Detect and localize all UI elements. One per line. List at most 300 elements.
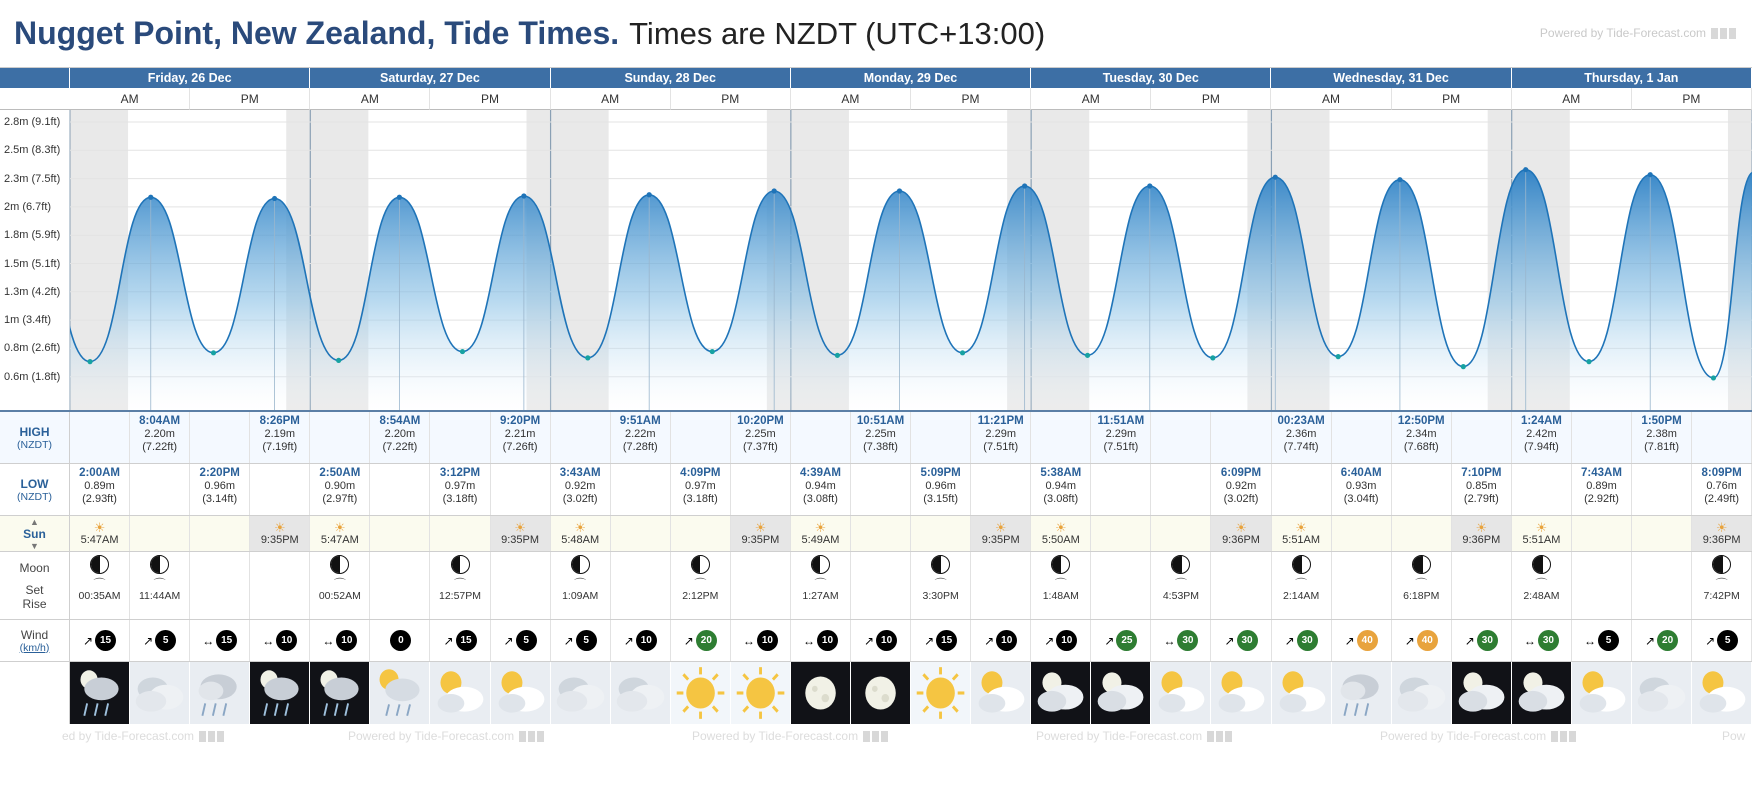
low-tide-cell	[70, 464, 130, 515]
chevron-up-icon: ▲	[30, 516, 39, 527]
sun-cell	[1632, 516, 1692, 551]
moon-phase-icon	[150, 555, 169, 574]
low-tide-height-m: 0.93m	[1345, 480, 1377, 492]
moon-cell	[1091, 552, 1151, 619]
low-tide-cell	[1332, 464, 1392, 515]
wind-cell	[1211, 620, 1271, 661]
wind-cell	[551, 620, 611, 661]
high-tide-cell	[971, 412, 1031, 463]
low-tide-height-ft: (3.02ft)	[562, 493, 598, 505]
low-tide-height-ft: (2.49ft)	[1704, 493, 1740, 505]
wind-cell	[70, 620, 130, 661]
rain-icon	[1332, 662, 1391, 724]
high-tide-height-m: 2.36m	[1285, 428, 1317, 440]
moon-cell	[70, 552, 130, 619]
wind-direction-arrow-icon: ↗	[83, 633, 94, 648]
wind-speed-badge: 15	[936, 630, 957, 651]
sunrise-icon: ☀	[814, 520, 827, 535]
moon-cell	[1692, 552, 1752, 619]
sunrise-icon: ☀	[334, 520, 346, 535]
high-tide-cell	[851, 412, 911, 463]
high-tide-height-ft: (7.51ft)	[983, 441, 1019, 453]
low-tide-time: 6:40AM	[1340, 467, 1382, 479]
sun-time: 9:36PM	[1702, 534, 1741, 546]
wind-direction-arrow-icon: ↗	[1284, 633, 1295, 648]
ampm-am-5: AM	[1271, 88, 1391, 110]
sun-cell	[1392, 516, 1452, 551]
high-tide-height-ft: (7.68ft)	[1403, 441, 1439, 453]
wind-direction-arrow-icon: ↗	[1705, 633, 1716, 648]
wind-cell	[370, 620, 430, 661]
wind-speed-badge: 30	[1538, 630, 1559, 651]
y-axis-label-0: 2.8m (9.1ft)	[4, 116, 61, 128]
high-tide-time: 1:24AM	[1520, 415, 1562, 427]
weather-cell	[1272, 662, 1332, 724]
wind-cell	[1151, 620, 1211, 661]
moon-rise-time: 3:30PM	[922, 590, 959, 602]
sun-cell	[1512, 516, 1572, 551]
y-axis-label-9: 0.6m (1.8ft)	[4, 370, 61, 383]
high-tide-height-ft: (7.19ft)	[262, 441, 298, 453]
partly-sunny-icon	[1572, 662, 1631, 724]
sun-cell	[851, 516, 911, 551]
cloudy-night-icon	[1031, 662, 1090, 724]
page-title: Nugget Point, New Zealand, Tide Times.	[14, 15, 620, 51]
moon-phase-icon	[571, 555, 590, 574]
moon-phase-icon	[1051, 555, 1070, 574]
clear-night-icon	[791, 662, 850, 724]
partly-sunny-icon	[430, 662, 489, 724]
low-tide-time: 4:39AM	[800, 467, 841, 479]
footer-watermark-text-2: Powered by Tide-Forecast.com	[692, 729, 859, 743]
footer-watermark-1	[348, 729, 544, 743]
footer-watermark-0	[62, 729, 224, 743]
rain-icon	[190, 662, 249, 724]
moon-cell	[791, 552, 851, 619]
moon-phase-icon	[1292, 555, 1311, 574]
low-tide-height-m: 0.94m	[1045, 480, 1077, 492]
wind-direction-arrow-icon: ↔	[1163, 633, 1176, 648]
sun-cell	[551, 516, 611, 551]
wind-speed-badge: 40	[1357, 630, 1378, 651]
high-tide-row	[0, 412, 1752, 464]
cloudy-icon	[1632, 662, 1691, 724]
sun-time: 5:51AM	[1282, 534, 1321, 546]
high-tide-cell	[1452, 412, 1512, 463]
low-tide-cell	[671, 464, 731, 515]
footer-watermark-text-4: Powered by Tide-Forecast.com	[1380, 729, 1547, 743]
wind-direction-arrow-icon: ↗	[1044, 633, 1055, 648]
moon-rise-icon: ⌒	[1174, 577, 1187, 591]
low-tide-height-ft: (3.02ft)	[1223, 493, 1259, 505]
clear-night-icon	[851, 662, 910, 724]
moon-cell	[1332, 552, 1392, 619]
moon-rise-time: 2:12PM	[682, 590, 719, 602]
moon-set-label: Set	[25, 582, 44, 597]
high-tide-cell	[250, 412, 310, 463]
wind-speed-badge: 0	[390, 630, 411, 651]
high-tide-height-ft: (7.22ft)	[142, 441, 178, 453]
weather-cell	[1452, 662, 1512, 724]
wind-cell	[731, 620, 791, 661]
low-tide-time: 5:09PM	[920, 467, 961, 479]
wind-speed-badge: 10	[276, 630, 297, 651]
sun-time: 9:35PM	[260, 534, 299, 546]
wind-cell	[190, 620, 250, 661]
high-tide-cell	[1512, 412, 1572, 463]
rain-night-icon	[310, 662, 369, 724]
wind-direction-arrow-icon: ↔	[322, 633, 335, 648]
tide-curve	[0, 110, 1752, 412]
high-tide-cell	[430, 412, 490, 463]
weather-row	[0, 662, 1752, 724]
y-axis-label-5: 1.5m (5.1ft)	[4, 257, 61, 270]
y-axis-label-2: 2.3m (7.5ft)	[4, 172, 61, 185]
wind-speed-badge: 5	[1717, 630, 1738, 651]
low-tide-time: 5:38AM	[1040, 467, 1082, 479]
wind-speed-badge: 10	[996, 630, 1017, 651]
day-header-6: Thursday, 1 Jan	[1512, 68, 1752, 88]
moon-cell	[130, 552, 190, 619]
wind-speed-badge: 30	[1297, 630, 1318, 651]
high-tide-cell	[1332, 412, 1392, 463]
low-tide-cell	[250, 464, 310, 515]
low-tide-time: 3:12PM	[439, 467, 481, 479]
low-tide-cell	[1031, 464, 1091, 515]
wind-direction-arrow-icon: ↗	[1344, 633, 1355, 648]
powered-by-top-text: Powered by Tide-Forecast.com	[1539, 26, 1706, 40]
low-tide-cell	[851, 464, 911, 515]
moon-cell	[911, 552, 971, 619]
page-header	[0, 0, 1752, 68]
moon-set-icon: ⌒	[574, 577, 587, 591]
low-tide-cell	[971, 464, 1031, 515]
high-tide-height-m: 2.38m	[1646, 428, 1677, 440]
wind-cell	[611, 620, 671, 661]
sunrise-icon: ☀	[1535, 520, 1548, 535]
sunrise-icon: ☀	[1054, 520, 1067, 535]
powered-by-top	[1540, 26, 1736, 40]
sunset-icon: ☀	[1235, 520, 1247, 535]
logo-bars-icon	[519, 731, 544, 742]
logo-bars-icon	[1711, 28, 1736, 39]
low-tide-row	[0, 464, 1752, 516]
high-tide-time: 12:50PM	[1397, 415, 1445, 427]
sun-cell	[491, 516, 551, 551]
moon-cell	[1151, 552, 1211, 619]
moon-label	[0, 552, 70, 619]
wind-cell	[851, 620, 911, 661]
moon-cell	[551, 552, 611, 619]
wind-cell	[250, 620, 310, 661]
moon-set-time: 00:52AM	[318, 590, 361, 602]
wind-direction-arrow-icon: ↗	[1224, 633, 1235, 648]
moon-rise-icon: ⌒	[1415, 577, 1428, 591]
tide-graph	[0, 110, 1752, 412]
moon-cell	[1452, 552, 1512, 619]
high-tide-cell	[1572, 412, 1632, 463]
sun-cell	[671, 516, 731, 551]
moon-set-icon: ⌒	[1054, 577, 1067, 591]
low-tide-height-m: 0.90m	[324, 480, 356, 492]
low-tide-time: 2:20PM	[199, 467, 240, 479]
y-axis-label-8: 0.8m (2.6ft)	[4, 342, 61, 355]
low-tide-cell	[551, 464, 611, 515]
high-tide-height-ft: (7.51ft)	[1103, 441, 1139, 453]
wind-cell	[911, 620, 971, 661]
logo-bars-icon	[1207, 731, 1232, 742]
low-tide-cell	[1091, 464, 1151, 515]
moon-phase-icon	[90, 555, 109, 574]
ampm-pm-4: PM	[1151, 88, 1271, 110]
low-tide-height-m: 0.96m	[925, 480, 956, 492]
weather-cell	[1512, 662, 1572, 724]
moon-rise-icon: ⌒	[153, 577, 166, 591]
sunset-icon: ☀	[1715, 520, 1728, 535]
weather-cell	[1151, 662, 1211, 724]
moon-phase-icon	[1412, 555, 1431, 574]
wind-speed-badge: 10	[757, 630, 778, 651]
cloudy-night-icon	[1512, 662, 1571, 724]
moon-cell	[1272, 552, 1332, 619]
moon-phase-icon	[1532, 555, 1551, 574]
weather-cell	[491, 662, 551, 724]
sun-cell	[791, 516, 851, 551]
y-axis-label-6: 1.3m (4.2ft)	[4, 285, 61, 298]
low-tide-cell	[1392, 464, 1452, 515]
ampm-am-1: AM	[310, 88, 430, 110]
moon-cell	[370, 552, 430, 619]
low-tide-time: 6:09PM	[1220, 467, 1262, 479]
wind-label-text: Wind	[20, 627, 49, 642]
high-tide-cell	[491, 412, 551, 463]
low-tide-cell	[430, 464, 490, 515]
low-tide-time: 2:00AM	[79, 467, 120, 479]
footer-watermark-text-1: Powered by Tide-Forecast.com	[348, 729, 515, 743]
wind-speed-badge: 10	[1056, 630, 1077, 651]
wind-direction-arrow-icon: ↗	[984, 633, 995, 648]
low-tide-cell	[310, 464, 370, 515]
low-tide-height-m: 0.97m	[685, 480, 716, 492]
sun-cell	[70, 516, 130, 551]
low-tide-label	[0, 464, 70, 515]
moon-rise-icon: ⌒	[934, 577, 947, 591]
wind-cell	[791, 620, 851, 661]
sun-time: 9:35PM	[741, 534, 780, 546]
sunny-icon	[731, 662, 790, 724]
moon-rise-icon: ⌒	[694, 577, 707, 591]
wind-unit-link[interactable]: (km/h)	[19, 641, 50, 654]
moon-phase-icon	[1712, 555, 1731, 574]
day-header-4: Tuesday, 30 Dec	[1031, 68, 1271, 88]
weather-cell	[1211, 662, 1271, 724]
footer-watermark-text-0: ed by Tide-Forecast.com	[62, 729, 195, 743]
moon-set-time: 00:35AM	[78, 590, 121, 602]
sun-time: 9:35PM	[501, 534, 540, 546]
moon-phase-icon	[330, 555, 349, 574]
wind-direction-arrow-icon: ↔	[1523, 633, 1536, 648]
partly-sunny-icon	[491, 662, 550, 724]
wind-cell	[671, 620, 731, 661]
moon-set-icon: ⌒	[333, 577, 346, 591]
ampm-am-4: AM	[1031, 88, 1151, 110]
high-tide-height-m: 2.22m	[624, 428, 656, 440]
cloudy-night-icon	[1091, 662, 1150, 724]
low-tide-height-ft: (3.14ft)	[202, 493, 238, 505]
footer-watermark-4	[1380, 729, 1576, 743]
weather-cell	[791, 662, 851, 724]
wind-cell	[1512, 620, 1572, 661]
moon-cell	[671, 552, 731, 619]
high-tide-time: 10:51AM	[856, 415, 905, 427]
day-header-2: Sunday, 28 Dec	[551, 68, 791, 88]
high-tide-height-m: 2.20m	[144, 428, 175, 440]
high-tide-cell	[1031, 412, 1091, 463]
moon-phase-icon	[451, 555, 470, 574]
day-header-1: Saturday, 27 Dec	[310, 68, 550, 88]
high-tide-label-text: HIGH	[19, 424, 50, 439]
weather-cell	[731, 662, 791, 724]
sun-cell	[430, 516, 490, 551]
day-header-row	[0, 68, 1752, 88]
wind-speed-badge: 5	[1598, 630, 1619, 651]
low-tide-cell	[1692, 464, 1752, 515]
wind-direction-arrow-icon: ↗	[503, 633, 514, 648]
high-tide-height-m: 2.25m	[865, 428, 896, 440]
y-axis-label-1: 2.5m (8.3ft)	[4, 144, 61, 157]
high-tide-time: 9:51AM	[619, 415, 661, 427]
ampm-pm-6: PM	[1632, 88, 1752, 110]
high-tide-height-m: 2.34m	[1405, 428, 1437, 440]
weather-cell	[851, 662, 911, 724]
low-tide-cell	[370, 464, 430, 515]
low-tide-time: 8:09PM	[1701, 467, 1742, 479]
moon-cell	[430, 552, 490, 619]
low-tide-height-ft: (2.93ft)	[82, 493, 117, 505]
sun-time: 5:47AM	[320, 534, 359, 546]
low-tide-cell	[190, 464, 250, 515]
moon-cell	[731, 552, 791, 619]
sunrise-icon: ☀	[93, 520, 106, 535]
weather-cell	[671, 662, 731, 724]
wind-cell	[310, 620, 370, 661]
weather-cell	[1392, 662, 1452, 724]
sun-time: 5:48AM	[561, 534, 600, 546]
logo-bars-icon	[1551, 731, 1576, 742]
sunset-icon: ☀	[1475, 520, 1488, 535]
weather-cell	[1091, 662, 1151, 724]
moon-phase-icon	[1171, 555, 1190, 574]
high-tide-cell	[791, 412, 851, 463]
moon-cell	[1392, 552, 1452, 619]
moon-set-time: 1:09AM	[562, 590, 599, 602]
wind-cell	[130, 620, 190, 661]
moon-cell	[1031, 552, 1091, 619]
ampm-am-0: AM	[70, 88, 190, 110]
moon-cell	[491, 552, 551, 619]
high-tide-time: 1:50PM	[1641, 415, 1682, 427]
high-tide-time: 10:20PM	[737, 415, 784, 427]
ampm-am-2: AM	[551, 88, 671, 110]
low-tide-time: 4:09PM	[680, 467, 721, 479]
rain-night-icon	[250, 662, 309, 724]
wind-direction-arrow-icon: ↗	[443, 633, 454, 648]
sunset-icon: ☀	[994, 520, 1007, 535]
high-tide-cell	[370, 412, 430, 463]
moon-rise-label: Rise	[22, 596, 47, 611]
low-tide-cell	[911, 464, 971, 515]
high-tide-height-ft: (7.38ft)	[863, 441, 898, 453]
sun-label-text: Sun	[23, 526, 46, 541]
wind-direction-arrow-icon: ↗	[1645, 633, 1656, 648]
high-tide-height-ft: (7.22ft)	[382, 441, 418, 453]
wind-speed-badge: 5	[155, 630, 176, 651]
footer-watermark-text-5: Pow	[1722, 729, 1746, 743]
sun-cell	[1272, 516, 1332, 551]
wind-direction-arrow-icon: ↔	[1583, 633, 1596, 648]
moon-rise-time: 4:53PM	[1162, 590, 1200, 602]
high-tide-time: 11:21PM	[977, 415, 1024, 427]
high-tide-cell	[731, 412, 791, 463]
footer	[0, 724, 1752, 752]
low-tide-cell	[791, 464, 851, 515]
ampm-pm-3: PM	[911, 88, 1031, 110]
wind-cell	[1572, 620, 1632, 661]
cloudy-icon	[130, 662, 189, 724]
wind-cell	[1392, 620, 1452, 661]
moon-label-text: Moon	[19, 560, 50, 575]
high-tide-time: 8:26PM	[259, 415, 300, 427]
sun-cell	[1151, 516, 1211, 551]
high-tide-height-m: 2.20m	[384, 428, 416, 440]
low-tide-label-text: LOW	[20, 476, 49, 491]
low-tide-height-m: 0.85m	[1466, 480, 1497, 492]
footer-watermark-3	[1036, 729, 1232, 743]
ampm-pm-0: PM	[190, 88, 310, 110]
wind-direction-arrow-icon: ↗	[924, 633, 935, 648]
moon-rise-icon: ⌒	[454, 577, 467, 591]
high-tide-height-m: 2.29m	[1105, 428, 1137, 440]
ampm-header-spacer	[0, 88, 70, 110]
wind-speed-badge: 10	[636, 630, 657, 651]
weather-cell	[911, 662, 971, 724]
low-tide-height-ft: (3.08ft)	[1043, 493, 1079, 505]
low-tide-cell	[491, 464, 551, 515]
low-tide-height-m: 0.97m	[444, 480, 476, 492]
low-tide-cell	[1151, 464, 1211, 515]
moon-cell	[851, 552, 911, 619]
high-tide-height-ft: (7.94ft)	[1523, 441, 1559, 453]
partly-sunny-icon	[1692, 662, 1751, 724]
wind-speed-badge: 20	[1657, 630, 1678, 651]
sun-row	[0, 516, 1752, 552]
partly-sunny-icon	[1151, 662, 1210, 724]
wind-direction-arrow-icon: ↗	[1104, 633, 1115, 648]
y-axis-labels	[0, 110, 70, 412]
sun-cell	[1031, 516, 1091, 551]
wind-speed-badge: 15	[456, 630, 477, 651]
high-tide-cell	[671, 412, 731, 463]
low-tide-cell	[130, 464, 190, 515]
wind-cell	[1031, 620, 1091, 661]
ampm-pm-2: PM	[671, 88, 791, 110]
high-tide-cell	[70, 412, 130, 463]
moon-phase-icon	[691, 555, 710, 574]
wind-speed-badge: 30	[1477, 630, 1498, 651]
high-tide-cell	[1151, 412, 1211, 463]
high-tide-cell	[1272, 412, 1332, 463]
high-tide-cell	[1692, 412, 1752, 463]
